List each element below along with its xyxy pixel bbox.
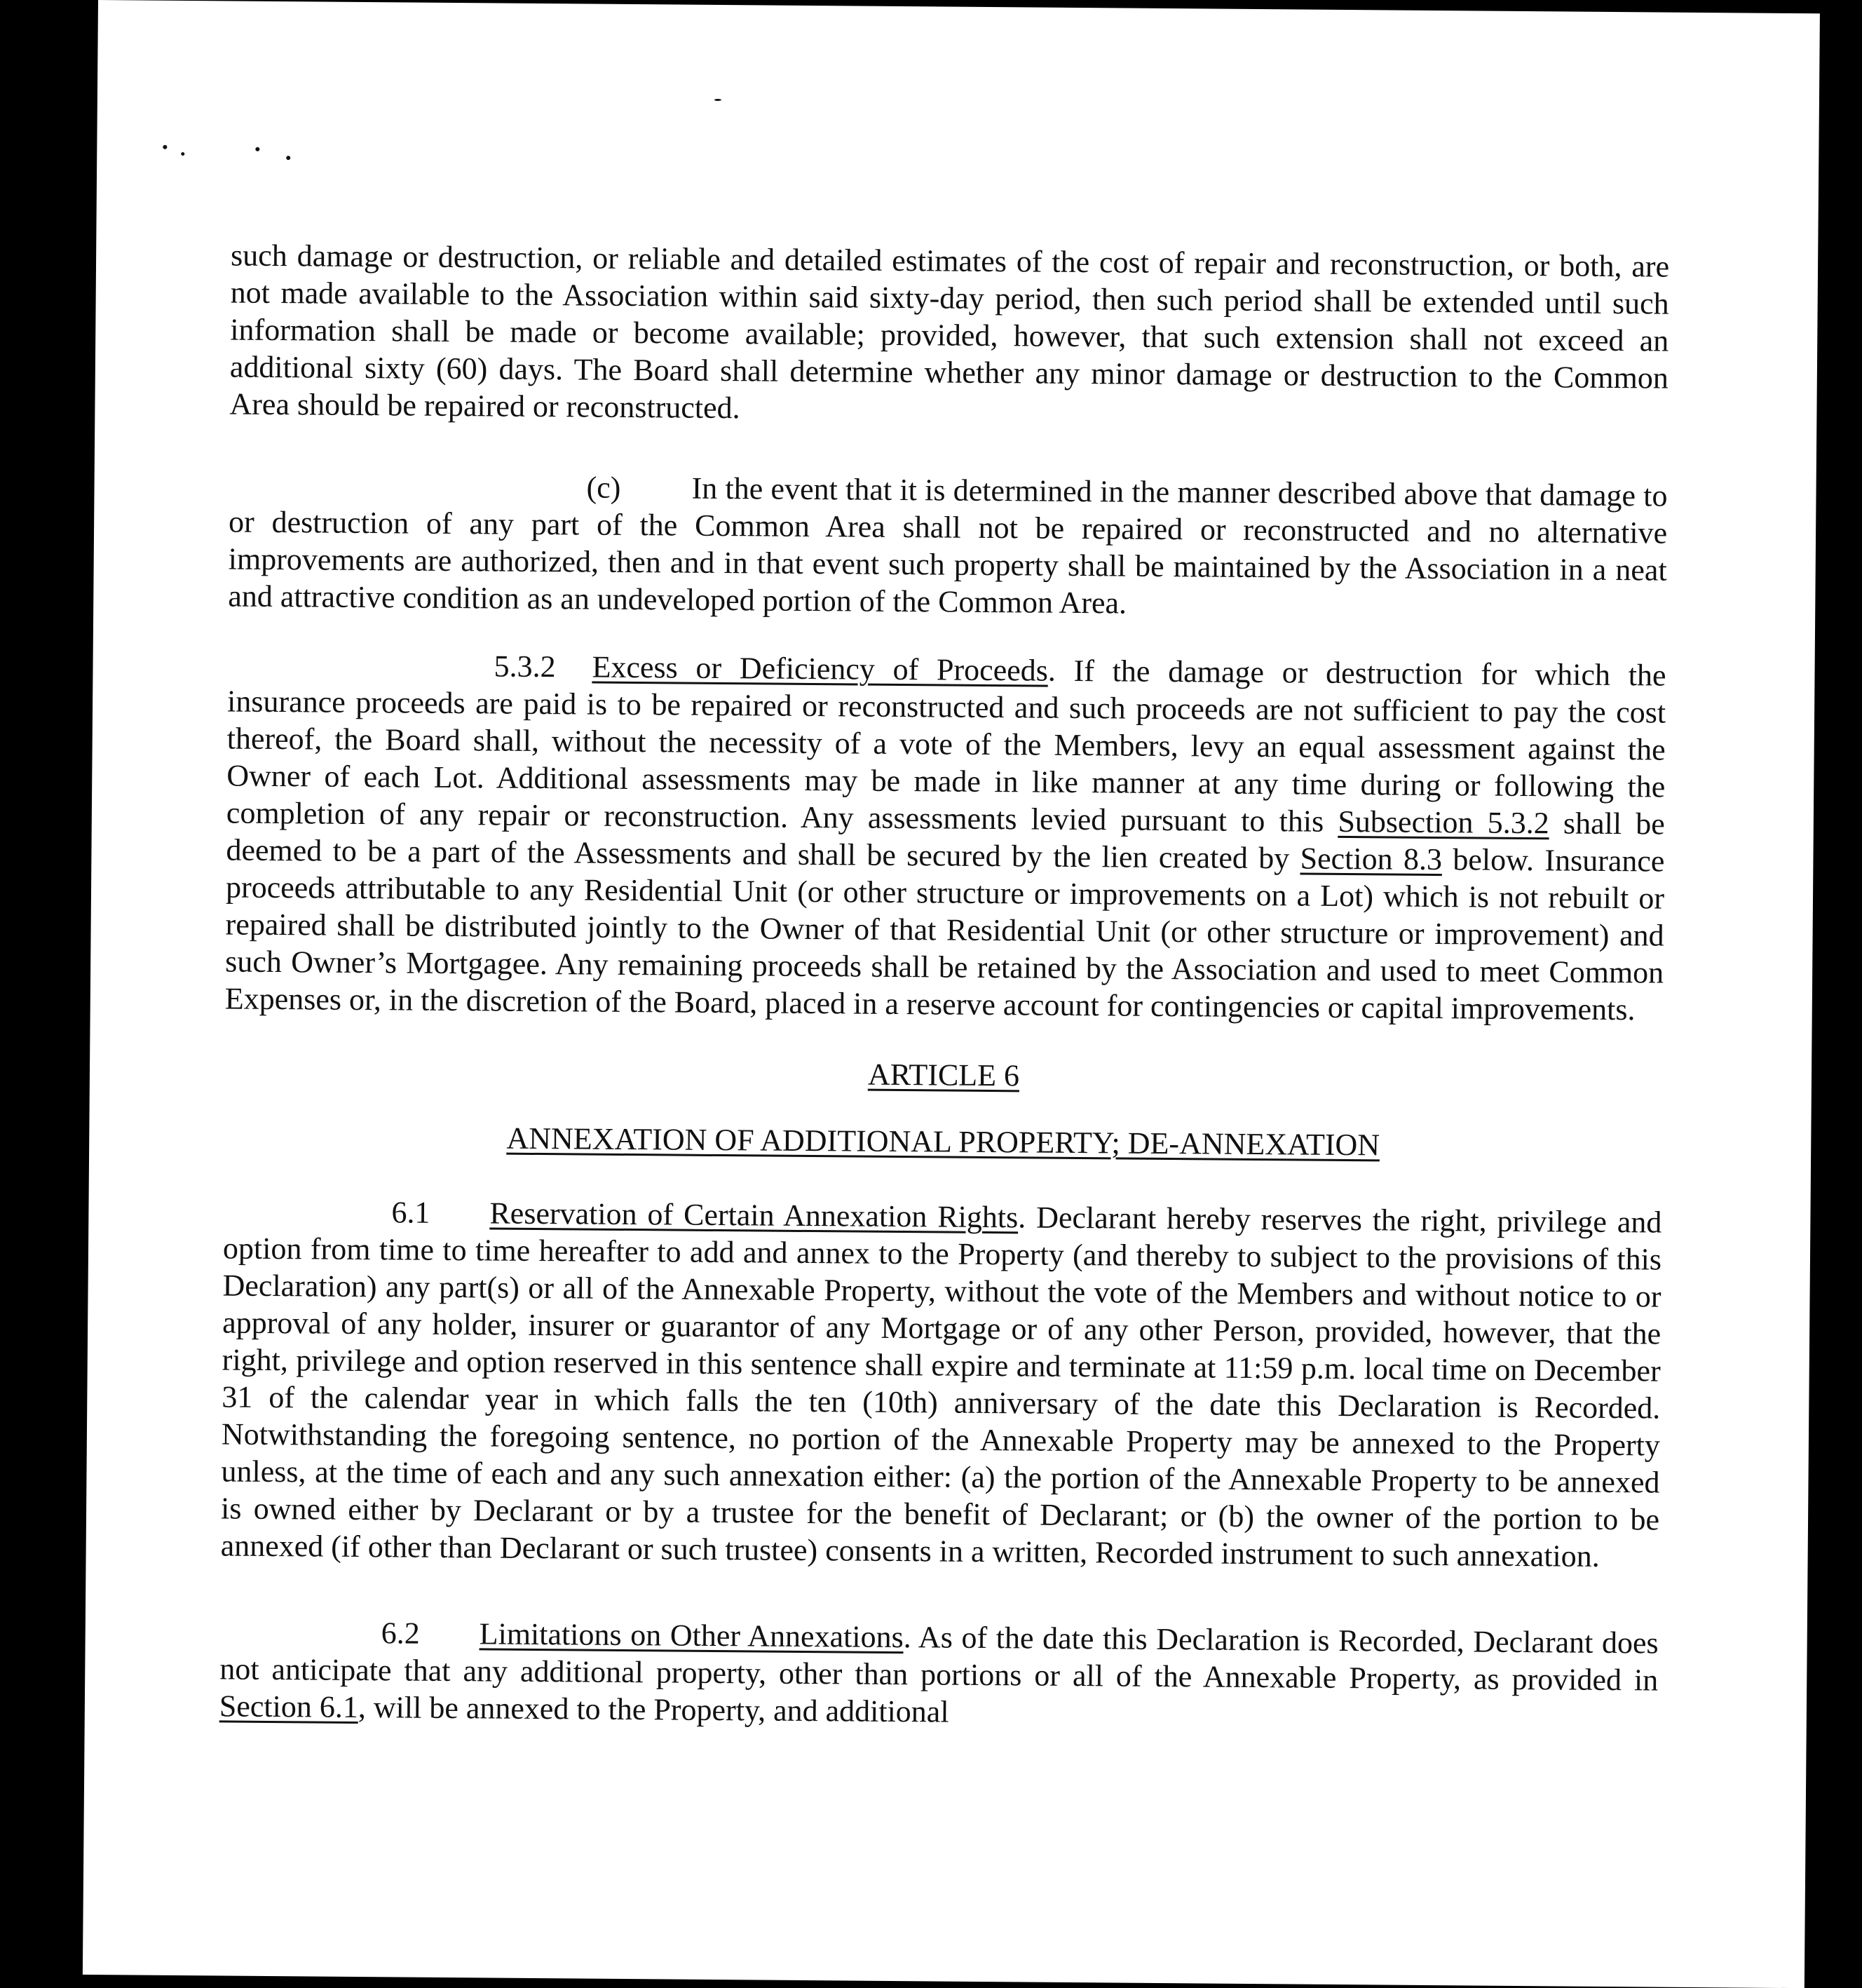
scan-speck <box>255 147 259 151</box>
document-body <box>219 236 1670 1736</box>
article-title <box>224 1117 1662 1165</box>
scan-speck <box>714 99 721 101</box>
section-number: 6.1 <box>391 1195 430 1230</box>
paragraph-label: (c) <box>586 470 621 505</box>
section-heading: Limitations on Other Annexations <box>479 1616 904 1655</box>
cross-reference: Section 6.1 <box>219 1689 359 1724</box>
section-number: 5.3.2 <box>494 649 556 684</box>
section-heading: Reservation of Certain Annexation Rights <box>489 1196 1019 1235</box>
section-text: below. Insurance proceeds attributable to any Residential Unit (or other structure or improvements on a Lot) which is not rebuilt or repaired shall be distributed jointly to the Owner of that Residential Unit (or other structure or improvement) and such Owner’s Mortgagee. Any remaining proceeds shall be retained by the Association and used to meet Common Expenses or, in the discretion of the Board, placed in a reserve account for contingencies or capital improvements. <box>224 842 1665 1027</box>
document-page <box>83 0 1820 1988</box>
scan-speck <box>181 152 184 156</box>
article-title-text: ANNEXATION OF ADDITIONAL PROPERTY; DE-ANNEXATION <box>506 1121 1380 1163</box>
section-6-1 <box>220 1192 1661 1575</box>
scan-speck <box>286 156 290 160</box>
section-text: . As of the date this Declaration is Recorded, Declarant does not anticipate that any additional property, other than portions or all of the Annexable Property, as provided in <box>219 1620 1659 1698</box>
paragraph-text: In the event that it is determined in the manner described above that damage to or destruction of any part of the Common Area shall not be repaired or reconstructed and no alternative improvements are authorized, then and in that event such property shall be maintained by the Association in a neat and attractive condition as an undeveloped portion of the Common Area. <box>228 471 1668 621</box>
section-text: . Declarant hereby reserves the right, privilege and option from time to time hereafter to add and annex to the Property (and thereby to subject to the provisions of this Declaration) any part(s) or all of the Annexable Property, without the vote of the Members and without notice to or approval of any holder, insurer or guarantor of any Mortgage or of any other Person, provided, however, that the right, privilege and option reserved in this sentence shall expire and terminate at 11:59 p.m. local time on December 31 of the calendar year in which falls the ten (10th) anniversary of the date this Declaration is Recorded. Notwithstanding the foregoing sentence, no portion of the Annexable Property may be annexed to the Property unless, at the time of each and any such annexation either: (a) the portion of the Annexable Property to be annexed is owned either by Declarant or by a trustee for the benefit of Declarant; or (b) the owner of the portion to be annexed (if other than Declarant or such trustee) consents in a written, Recorded instrument to such annexation. <box>220 1200 1662 1574</box>
section-text: . If the damage or destruction for which the insurance proceeds are paid is to be repaired or reconstructed and such proceeds are not sufficient to pay the cost thereof, the Board shall, without the necessity of a vote of the Members, levy an equal assessment against the Owner of each Lot. Additional assessments may be made in like manner at any time during or following the completion of any repair or reconstruction. Any assessments levied pursuant to this <box>226 653 1666 839</box>
article-label-text: ARTICLE 6 <box>867 1057 1020 1093</box>
paragraph-continued: such damage or destruction, or reliable and detailed estimates of the cost of repair and reconstruction, or both, are not made available to the Association within said sixty-day period, then such period shall be extended until such information shall be made or become available; provided, however, that such extension shall not exceed an additional sixty (60) days. The Board shall determine whether any minor damage or destruction to the Common Area should be repaired or reconstructed. <box>229 238 1670 426</box>
scan-speck <box>163 145 167 149</box>
section-text: , will be annexed to the Property, and additional <box>358 1689 949 1729</box>
section-5-3-2 <box>225 645 1666 1028</box>
section-text: shall be deemed to be a part of the Assessments and shall be secured by the lien created by <box>226 806 1666 876</box>
section-number: 6.2 <box>381 1616 420 1651</box>
cross-reference: Section 8.3 <box>1300 841 1443 877</box>
cross-reference: Subsection 5.3.2 <box>1338 804 1549 841</box>
section-heading: Excess or Deficiency of Proceeds <box>592 649 1049 688</box>
paragraph-c <box>228 466 1668 626</box>
article-label <box>224 1050 1663 1099</box>
section-6-2 <box>219 1613 1659 1736</box>
